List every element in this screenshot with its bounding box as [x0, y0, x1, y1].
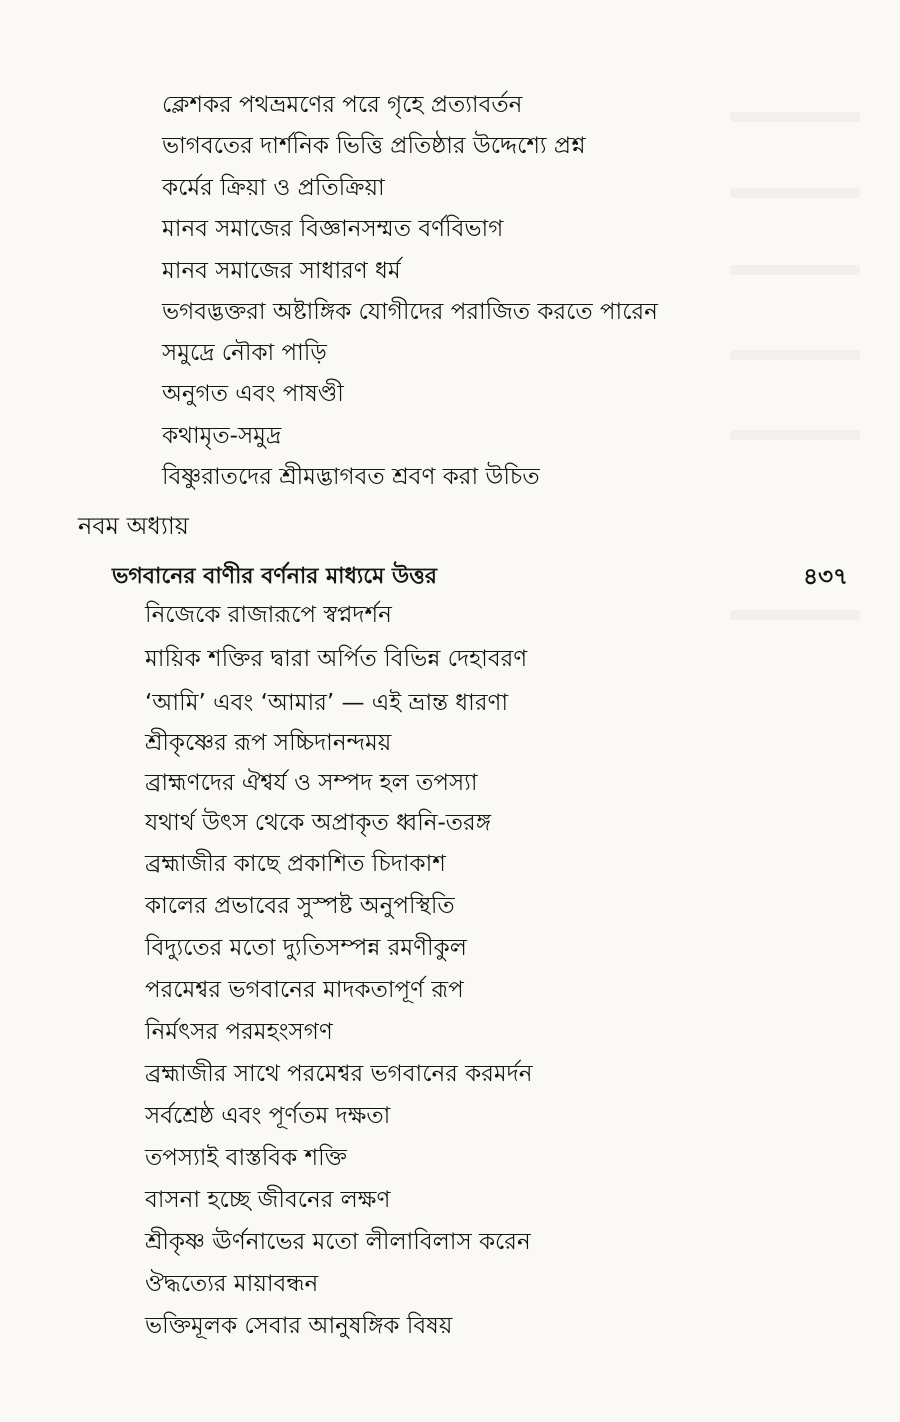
toc-entry: নির্মৎসর পরমহংসগণ: [145, 1019, 333, 1045]
chapter-title: নবম অধ্যায়: [78, 512, 189, 540]
bleed-through-mark: [730, 112, 860, 122]
toc-entry: মানব সমাজের বিজ্ঞানসম্মত বর্ণবিভাগ: [162, 216, 504, 242]
toc-entry: ব্রহ্মাজীর কাছে প্রকাশিত চিদাকাশ: [145, 851, 446, 877]
toc-entry: ক্লেশকর পথভ্রমণের পরে গৃহে প্রত্যাবর্তন: [162, 92, 523, 118]
toc-entry: কথামৃত-সমুদ্র: [162, 423, 282, 449]
toc-entry: ভাগবতের দার্শনিক ভিত্তি প্রতিষ্ঠার উদ্দেশ্যে প্রশ্ন: [162, 133, 586, 159]
toc-entry: শ্রীকৃষ্ণের রূপ সচ্চিদানন্দময়: [145, 730, 392, 756]
toc-entry: ব্রাহ্মণদের ঐশ্বর্য ও সম্পদ হল তপস্যা: [145, 770, 478, 796]
toc-entry: কালের প্রভাবের সুস্পষ্ট অনুপস্থিতি: [145, 893, 455, 919]
page-number: ৪৩৭: [803, 564, 848, 590]
toc-entry: ‘আমি’ এবং ‘আমার’ — এই ভ্রান্ত ধারণা: [145, 690, 509, 716]
bleed-through-mark: [730, 610, 860, 620]
toc-entry: তপস্যাই বাস্তবিক শক্তি: [145, 1145, 348, 1171]
toc-entry: ভক্তিমূলক সেবার আনুষঙ্গিক বিষয়: [145, 1313, 453, 1339]
bleed-through-mark: [730, 350, 860, 360]
toc-entry: শ্রীকৃষ্ণ ঊর্ণনাভের মতো লীলাবিলাস করেন: [145, 1229, 531, 1255]
toc-entry: বিদ্যুতের মতো দ্যুতিসম্পন্ন রমণীকুল: [145, 935, 467, 961]
toc-entry: কর্মের ক্রিয়া ও প্রতিক্রিয়া: [162, 175, 385, 201]
toc-entry: সমুদ্রে নৌকা পাড়ি: [162, 340, 327, 366]
toc-entry: যথার্থ উৎস থেকে অপ্রাকৃত ধ্বনি-তরঙ্গ: [145, 810, 491, 836]
toc-entry: বাসনা হচ্ছে জীবনের লক্ষণ: [145, 1187, 391, 1213]
toc-entry: সর্বশ্রেষ্ঠ এবং পূর্ণতম দক্ষতা: [145, 1103, 391, 1129]
bleed-through-mark: [730, 265, 860, 275]
toc-entry: ভগবদ্ভক্তরা অষ্টাঙ্গিক যোগীদের পরাজিত করতে পারেন: [162, 299, 658, 325]
toc-entry: মায়িক শক্তির দ্বারা অর্পিত বিভিন্ন দেহাবরণ: [145, 646, 528, 672]
section-title: ভগবানের বাণীর বর্ণনার মাধ্যমে উত্তর: [112, 564, 437, 589]
toc-entry: মানব সমাজের সাধারণ ধর্ম: [162, 258, 401, 284]
toc-entry: নিজেকে রাজারূপে স্বপ্নদর্শন: [145, 602, 392, 628]
bleed-through-mark: [730, 430, 860, 440]
toc-entry: ব্রহ্মাজীর সাথে পরমেশ্বর ভগবানের করমর্দন: [145, 1061, 533, 1087]
toc-entry: পরমেশ্বর ভগবানের মাদকতাপূর্ণ রূপ: [145, 977, 464, 1003]
toc-entry: বিষ্ণুরাতদের শ্রীমদ্ভাগবত শ্রবণ করা উচিত: [162, 464, 540, 490]
toc-entry: অনুগত এবং পাষণ্ডী: [162, 381, 344, 407]
toc-entry: ঔদ্ধত্যের মায়াবন্ধন: [145, 1271, 319, 1297]
bleed-through-mark: [730, 188, 860, 198]
